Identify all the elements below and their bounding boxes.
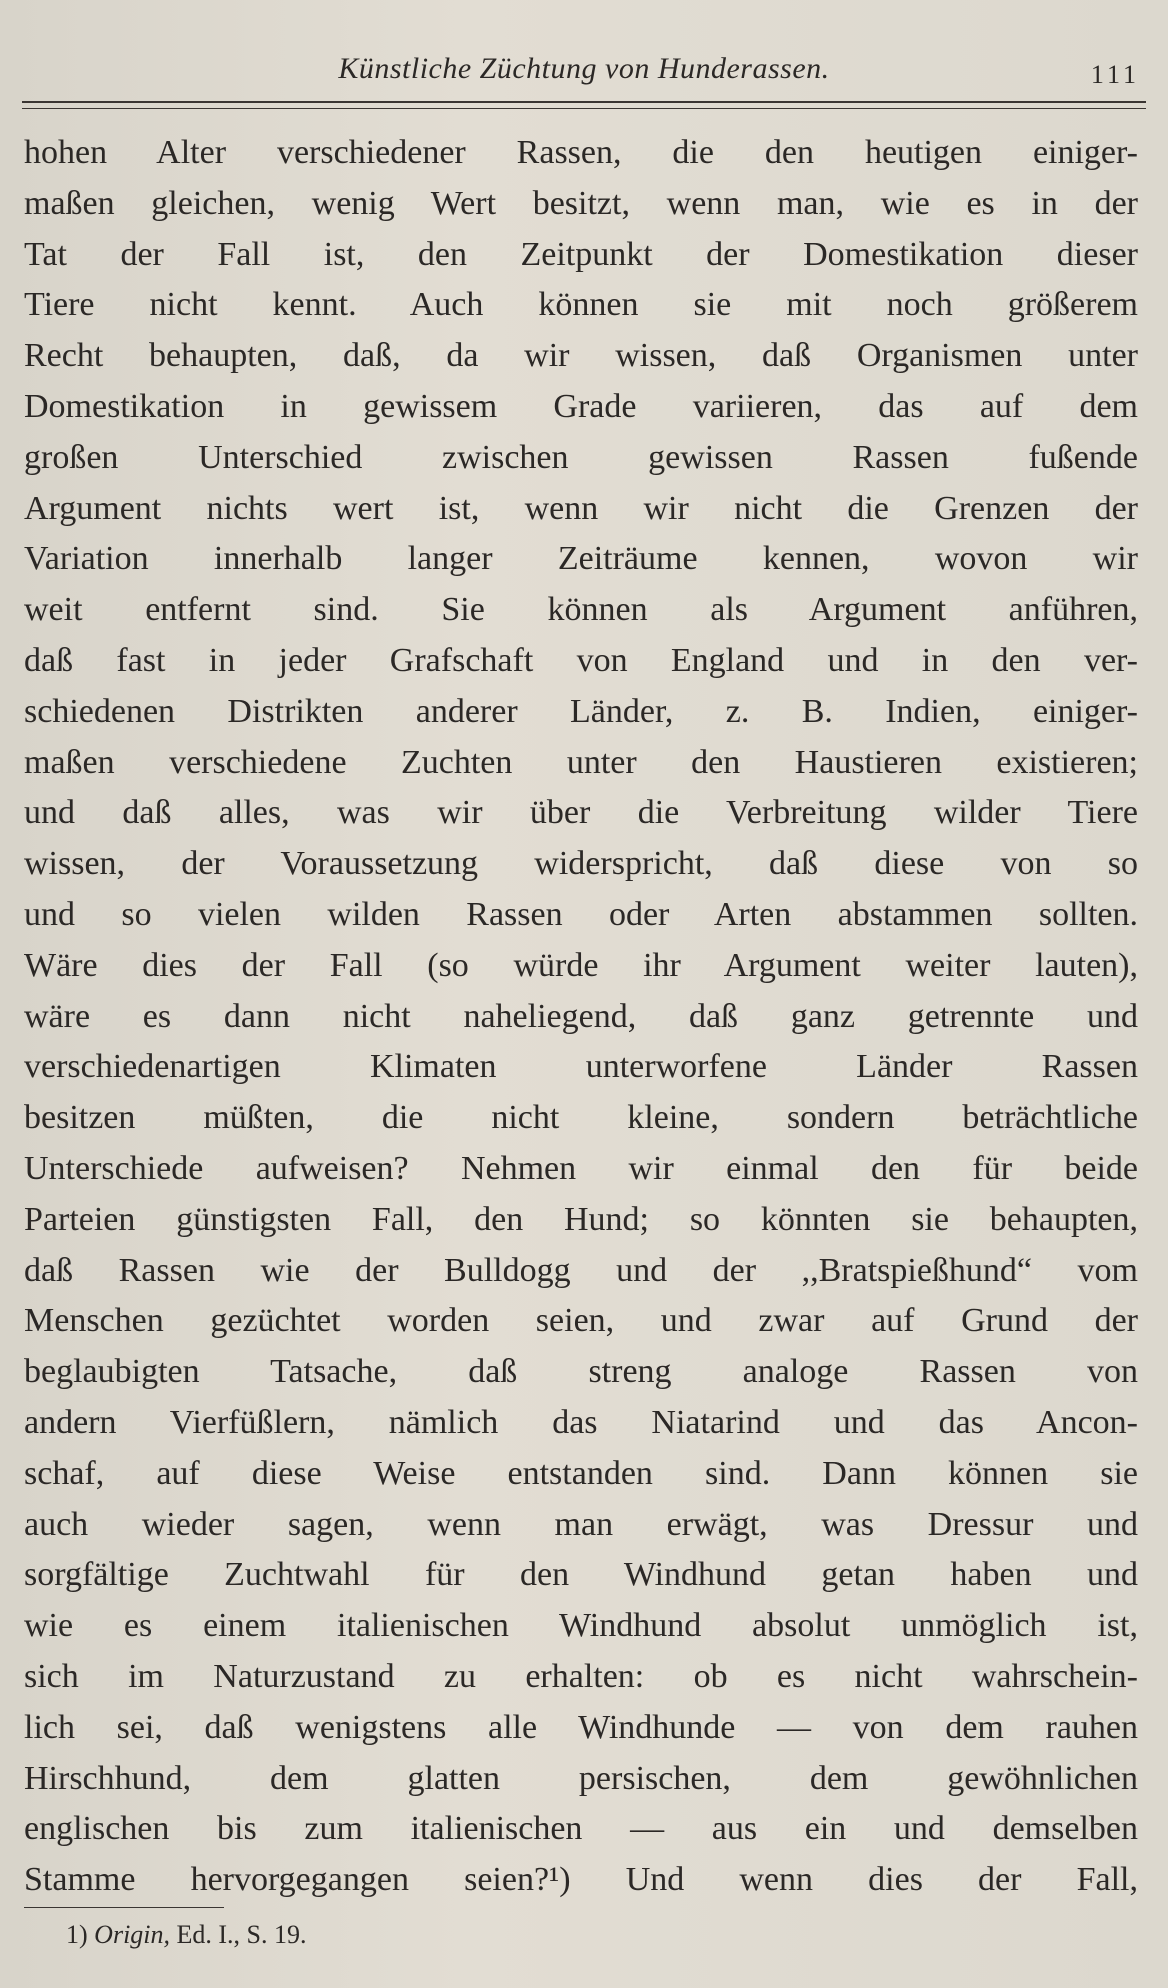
- text-line: auch wieder sagen, wenn man erwägt, was Dressur und: [24, 1505, 1138, 1543]
- text-line: Argument nichts wert ist, wenn wir nicht die Grenzen der: [24, 489, 1138, 527]
- text-line: sich im Naturzustand zu erhalten: ob es nicht wahrschein-: [24, 1657, 1138, 1695]
- text-line: andern Vierfüßlern, nämlich das Niatarind und das Ancon-: [24, 1403, 1138, 1441]
- text-line: Parteien günstigsten Fall, den Hund; so könnten sie behaupten,: [24, 1200, 1138, 1238]
- text-line: daß fast in jeder Grafschaft von England und in den ver-: [24, 641, 1138, 679]
- text-line: weit entfernt sind. Sie können als Argument anführen,: [24, 591, 1138, 629]
- text-line: wie es einem italienischen Windhund absolut unmöglich ist,: [24, 1607, 1138, 1645]
- footnote-marker: 1): [66, 1920, 88, 1949]
- text-line: sorgfältige Zuchtwahl für den Windhund getan haben und: [24, 1556, 1138, 1594]
- text-line: Variation innerhalb langer Zeiträume kennen, wovon wir: [24, 540, 1138, 578]
- text-line: Tiere nicht kennt. Auch können sie mit noch größerem: [24, 286, 1138, 324]
- text-line: Stamme hervorgegangen seien?¹) Und wenn dies der Fall,: [24, 1861, 1138, 1899]
- text-line: wäre es dann nicht naheliegend, daß ganz getrennte und: [24, 997, 1138, 1035]
- text-line: großen Unterschied zwischen gewissen Rassen fußende: [24, 438, 1138, 476]
- page-number: 111: [1090, 60, 1140, 89]
- footnote: [66, 1915, 307, 1955]
- text-line: Domestikation in gewissem Grade variieren, das auf dem: [24, 387, 1138, 425]
- text-line: und daß alles, was wir über die Verbreitung wilder Tiere: [24, 794, 1138, 832]
- footnote-source: Origin,: [94, 1920, 171, 1949]
- footnote-reference: Ed. I., S. 19.: [176, 1920, 307, 1949]
- text-line: wissen, der Voraussetzung widerspricht, daß diese von so: [24, 845, 1138, 883]
- text-line: Recht behaupten, daß, da wir wissen, daß Organismen unter: [24, 337, 1138, 375]
- text-line: schiedenen Distrikten anderer Länder, z. B. Indien, einiger-: [24, 692, 1138, 730]
- text-line: lich sei, daß wenigstens alle Windhunde — von dem rauhen: [24, 1708, 1138, 1746]
- header-double-rule: [22, 101, 1146, 109]
- text-line: Tat der Fall ist, den Zeitpunkt der Domestikation dieser: [24, 235, 1138, 273]
- text-line: besitzen müßten, die nicht kleine, sondern beträchtliche: [24, 1099, 1138, 1137]
- text-line: schaf, auf diese Weise entstanden sind. Dann können sie: [24, 1454, 1138, 1492]
- text-line: Menschen gezüchtet worden seien, und zwar auf Grund der: [24, 1302, 1138, 1340]
- footnote-rule: [24, 1907, 224, 1908]
- text-line: Hirschhund, dem glatten persischen, dem gewöhnlichen: [24, 1759, 1138, 1797]
- text-line: hohen Alter verschiedener Rassen, die den heutigen einiger-: [24, 134, 1138, 171]
- text-line: daß Rassen wie der Bulldogg und der ,,Bratspießhund“ vom: [24, 1251, 1138, 1289]
- running-head: [22, 52, 1146, 92]
- text-line: Unterschiede aufweisen? Nehmen wir einmal den für beide: [24, 1149, 1138, 1187]
- text-line: englischen bis zum italienischen — aus ein und demselben: [24, 1810, 1138, 1848]
- text-line: Wäre dies der Fall (so würde ihr Argument weiter lauten),: [24, 946, 1138, 984]
- text-line: und so vielen wilden Rassen oder Arten abstammen sollten.: [24, 895, 1138, 933]
- running-title: Künstliche Züchtung von Hunderassen.: [338, 52, 830, 85]
- text-line: maßen verschiedene Zuchten unter den Haustieren existieren;: [24, 743, 1138, 781]
- text-line: verschiedenartigen Klimaten unterworfene Länder Rassen: [24, 1048, 1138, 1086]
- text-line: beglaubigten Tatsache, daß streng analoge Rassen von: [24, 1353, 1138, 1391]
- text-line: maßen gleichen, wenig Wert besitzt, wenn man, wie es in der: [24, 184, 1138, 222]
- body-text: [24, 128, 1138, 1906]
